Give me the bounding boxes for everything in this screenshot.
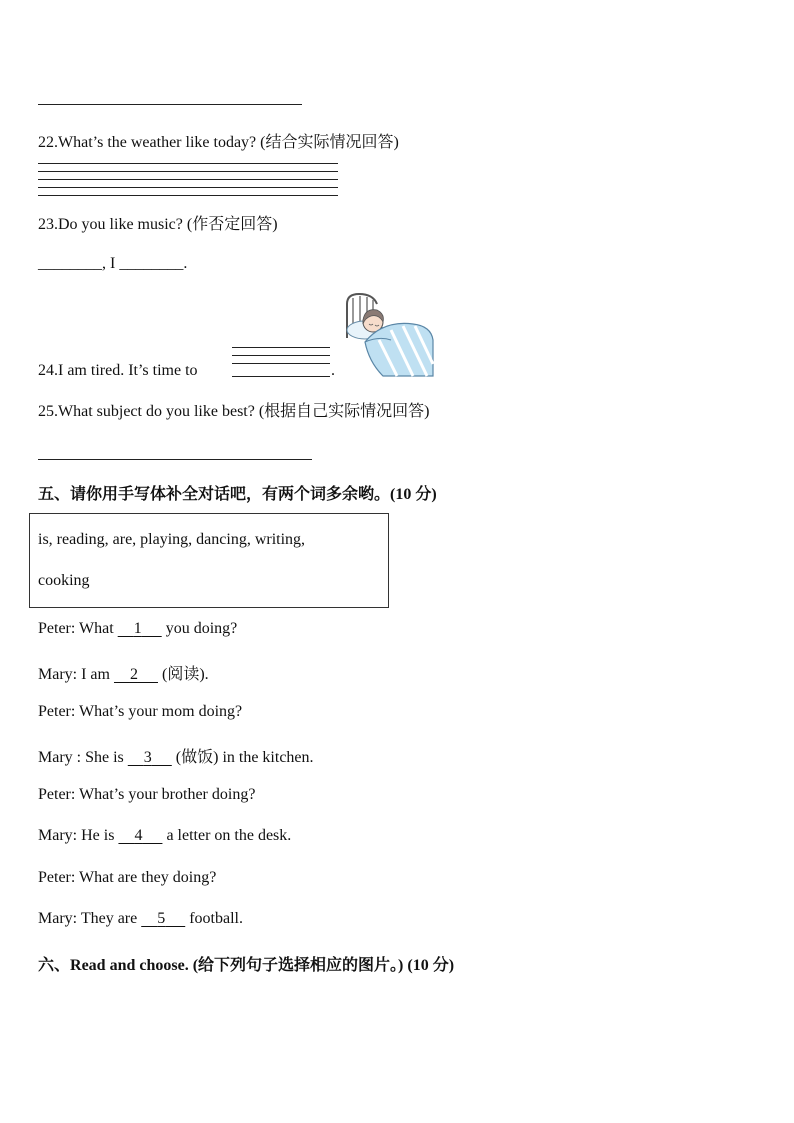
question-25: 25.What subject do you like best? (根据自己实际情况回答) [38,403,430,420]
dialogue-text: (阅读). [157,666,209,683]
dialogue-line-6 [38,827,291,845]
answer-line-q22-2 [38,171,338,172]
dialogue-text: Peter: What’s your brother doing? [38,786,256,803]
dialogue-text: Mary: I am [38,666,114,683]
dialogue-text: Mary : She is [38,749,128,766]
question-23: 23.Do you like music? (作否定回答) [38,216,278,233]
dialogue-text: Mary: They are [38,910,142,927]
answer-line-q24-3 [232,363,330,364]
dialogue-text: Peter: What [38,620,118,637]
answer-line-q24-1 [232,347,330,348]
dialogue-blank-5: 5 [157,910,166,927]
dialogue-text: Peter: What are they doing? [38,869,217,886]
dialogue-blank-2: 2 [129,666,138,683]
dialogue-text: Peter: What’s your mom doing? [38,703,243,720]
dialogue-line-1 [38,620,237,638]
dialogue-text: you doing? [161,620,238,637]
section-5-heading: 五、请你用手写体补全对话吧，有两个词多余哟。(10 分) [38,486,437,503]
answer-line-q24-2 [232,355,330,356]
dialogue-blank-3: 3 [143,749,152,766]
dialogue-line-3 [38,703,242,721]
answer-line-q22-4 [38,187,338,188]
word-bank-line-2: cooking [38,572,90,589]
section-6-number: 六、 [38,957,71,974]
dialogue-line-2 [38,661,209,684]
question-24-prefix: 24.I am tired. It’s time to [38,362,198,379]
dialogue-blank-4: 4 [134,827,143,844]
answer-template-q23: ________, I ________. [38,255,188,272]
dialogue-line-4 [38,744,314,767]
answer-line-q25 [38,459,312,460]
answer-line-q22-3 [38,179,338,180]
dialogue-text: Mary: He is [38,827,119,844]
dialogue-text: a letter on the desk. [162,827,292,844]
section-6-heading [38,952,454,975]
word-bank-box [29,513,389,608]
girl-sleeping-in-bed-illustration [343,290,435,378]
dialogue-blank-1: 1 [133,620,142,637]
section-6-title-zh: (给下列句子选择相应的图片。) (10 分) [188,957,455,974]
dialogue-line-8 [38,910,243,928]
section-6-title-en: Read and choose. [70,957,189,974]
dialogue-line-5 [38,786,255,804]
question-22: 22.What’s the weather like today? (结合实际情况回答) [38,134,399,151]
dialogue-text: football. [185,910,243,927]
question-24-suffix: . [331,362,335,379]
answer-line-q24-4 [232,376,330,377]
word-bank-line-1: is, reading, are, playing, dancing, writing, [38,531,306,548]
dialogue-text: (做饭) in the kitchen. [171,749,314,766]
answer-line-q21 [38,104,302,105]
answer-line-q22-5 [38,195,338,196]
answer-line-q22-1 [38,163,338,164]
dialogue-line-7 [38,869,216,887]
